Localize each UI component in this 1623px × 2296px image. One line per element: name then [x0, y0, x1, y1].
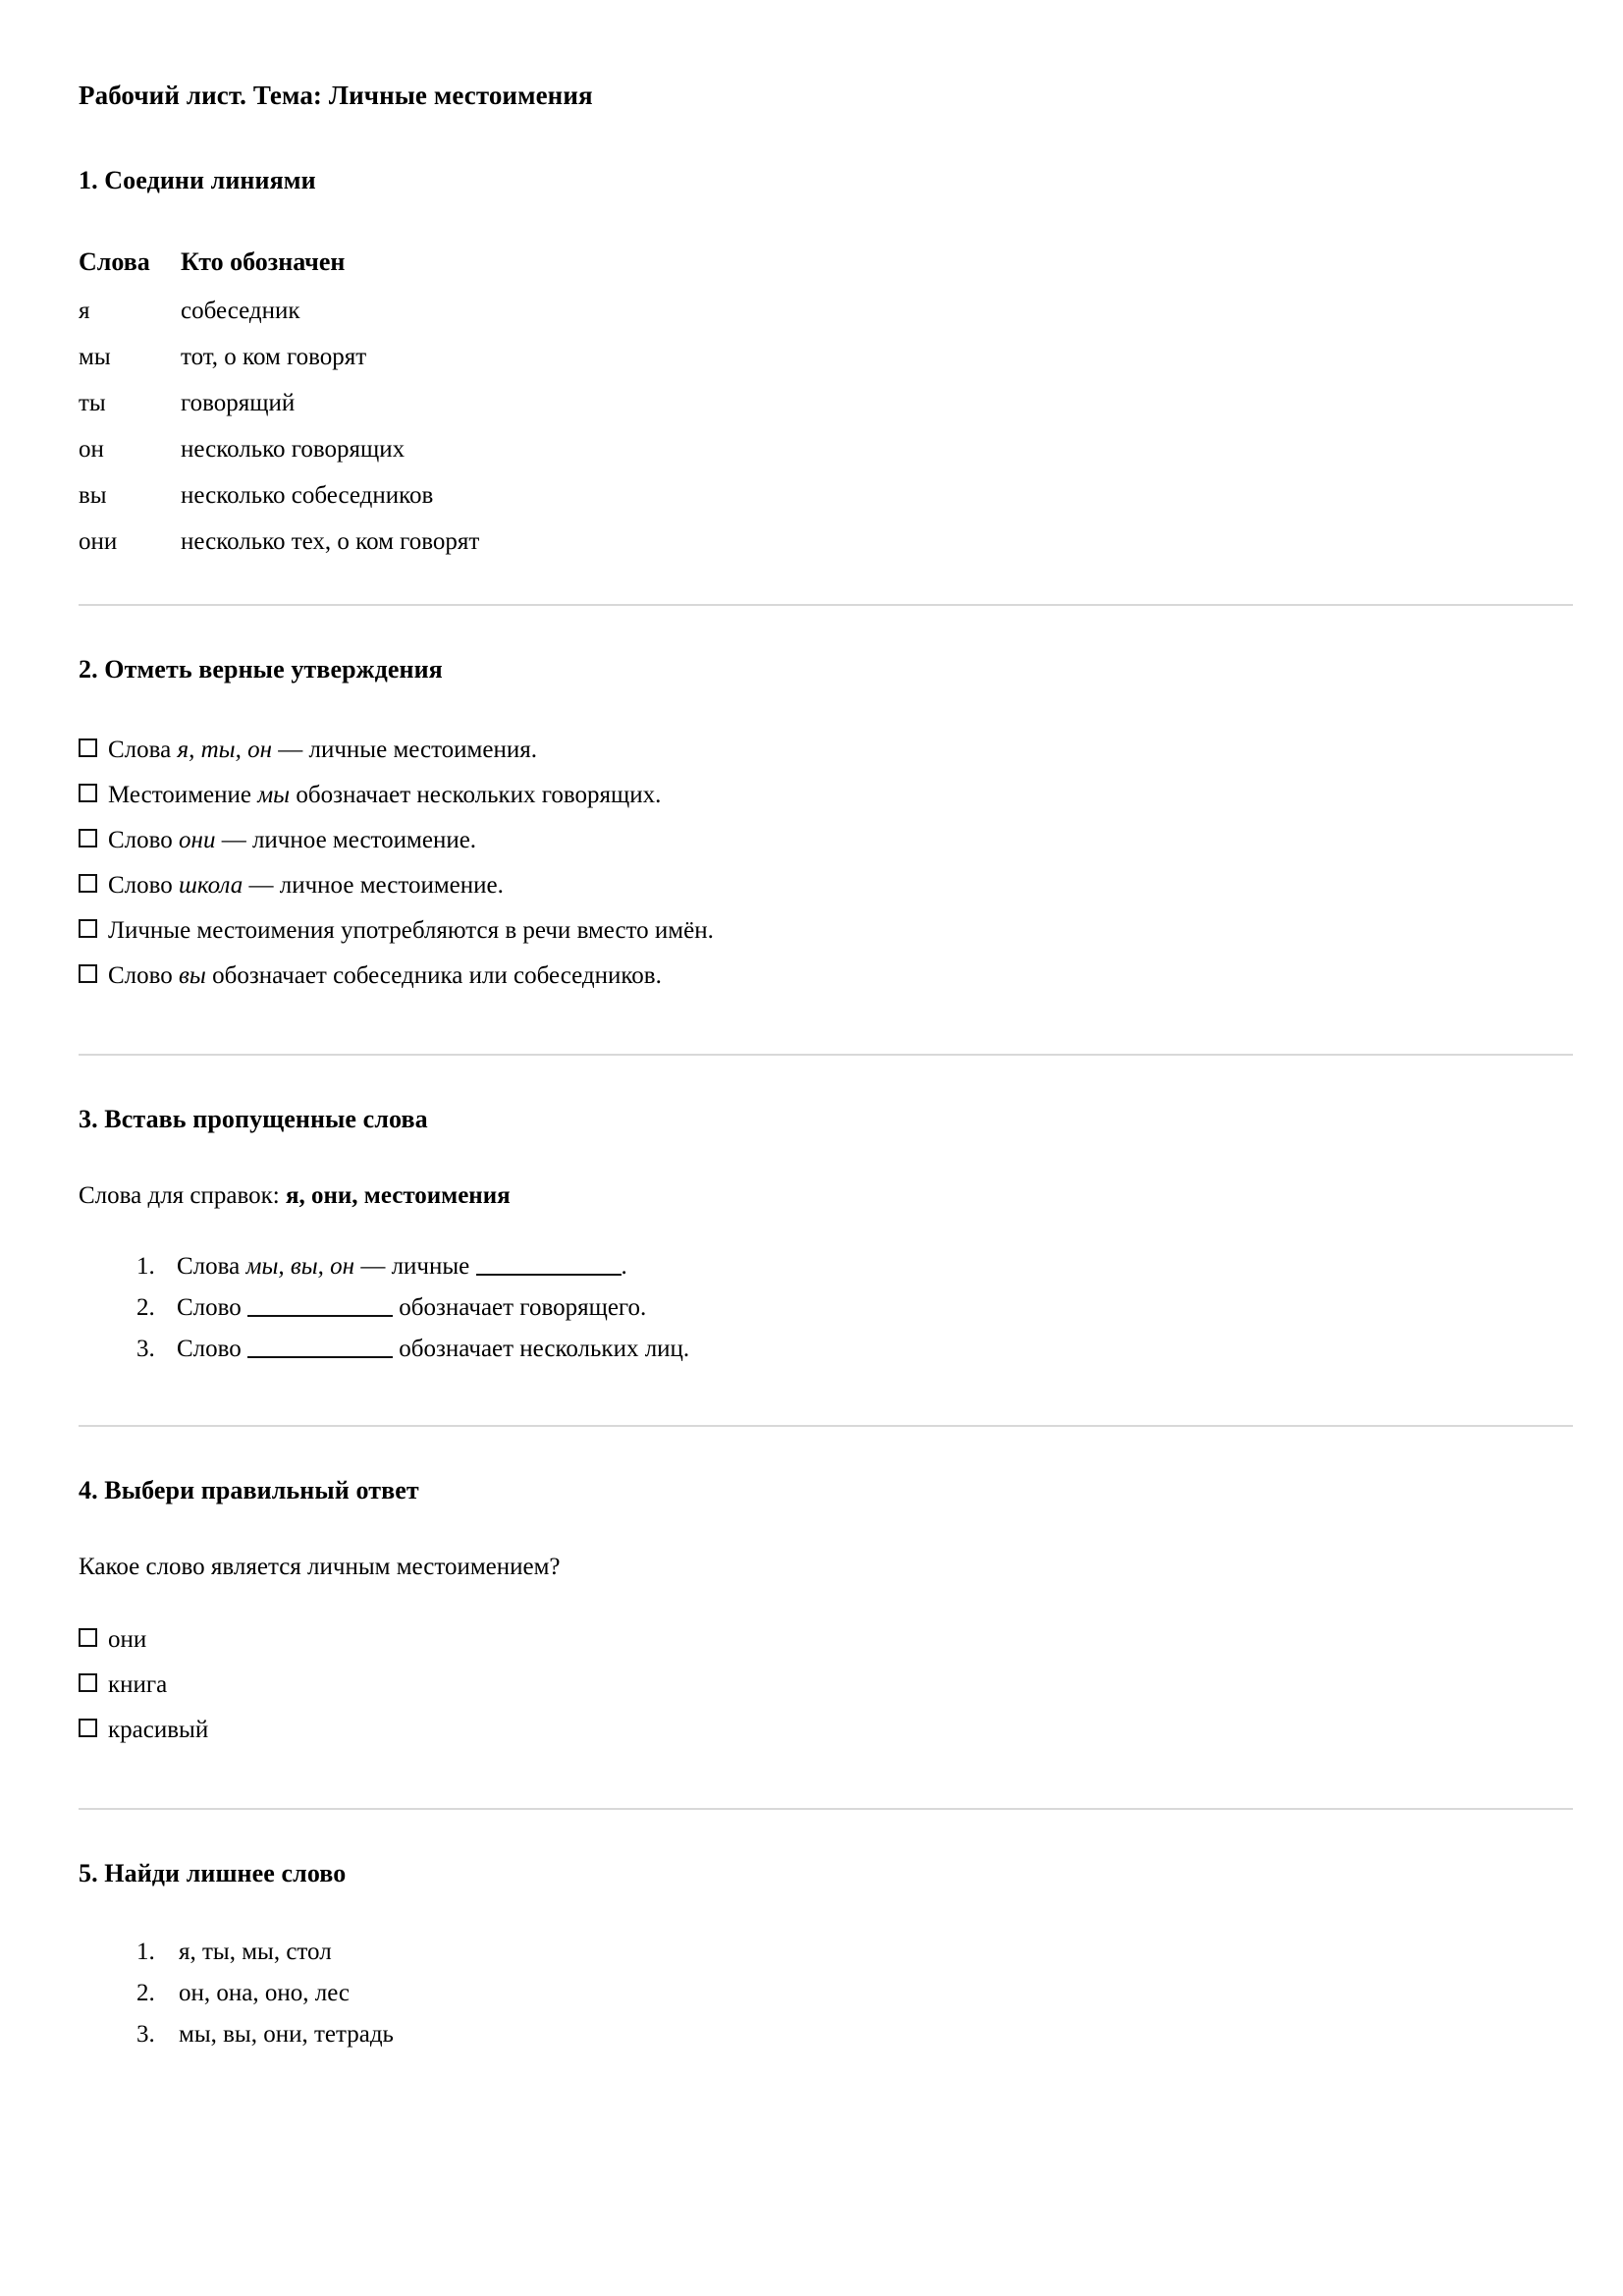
match-description[interactable]: тот, о ком говорят [181, 344, 367, 370]
statement-text-before: Местоимение [108, 782, 258, 808]
statement-text-before: Слово [108, 962, 180, 989]
match-word[interactable]: вы [79, 482, 107, 509]
checkbox-icon[interactable] [79, 874, 97, 893]
task3-heading: 3. Вставь пропущенные слова [79, 1105, 428, 1133]
reference-label: Слова для справок: [79, 1182, 286, 1209]
task4-heading: 4. Выбери правильный ответ [79, 1476, 419, 1504]
statement-text-before: Слова [108, 737, 178, 763]
table-header-row [79, 239, 770, 288]
task3-reference-words [79, 1177, 1572, 1215]
column-header-words: Слова [79, 247, 150, 276]
list-item[interactable] [161, 1246, 1572, 1287]
checkbox-icon[interactable] [79, 738, 97, 757]
list-item[interactable] [79, 728, 1572, 773]
statement-text-before: Слово [108, 872, 180, 899]
match-word[interactable]: мы [79, 344, 111, 370]
table-row[interactable] [79, 426, 770, 472]
option-label: книга [108, 1671, 168, 1698]
task5-item-list [79, 1932, 1572, 2055]
list-item[interactable]: 1. я, ты, мы, стол [161, 1932, 1572, 1973]
task3-item-list [79, 1246, 1572, 1370]
checkbox-icon[interactable] [79, 919, 97, 938]
list-item[interactable] [79, 818, 1572, 863]
task4-question: Какое слово является личным местоимением? [79, 1554, 561, 1580]
statement-text-after: — личное местоимение. [243, 872, 504, 899]
item-text-after: . [621, 1253, 627, 1280]
match-description[interactable]: несколько говорящих [181, 436, 406, 463]
item-text-after: обозначает говорящего. [393, 1294, 647, 1321]
list-item[interactable] [161, 1329, 1572, 1370]
column-header-who: Кто обозначен [181, 247, 346, 276]
task5-heading: 5. Найди лишнее слово [79, 1859, 347, 1887]
statement-text-after: — личное местоимение. [215, 827, 477, 853]
statement-text-before: Личные местоимения употребляются в речи вместо имён. [108, 917, 714, 944]
task2-statement-list [79, 728, 1572, 999]
statement-emphasis: я, ты, он [177, 737, 272, 763]
list-item[interactable] [79, 954, 1572, 999]
answer-blank[interactable] [476, 1252, 622, 1276]
match-description[interactable]: несколько тех, о ком говорят [181, 528, 480, 555]
reference-words: я, они, местоимения [285, 1182, 511, 1209]
list-item[interactable] [79, 908, 1572, 954]
item-text-before: Слова [177, 1253, 246, 1280]
task2-heading: 2. Отметь верные утверждения [79, 655, 443, 683]
match-word[interactable]: они [79, 528, 118, 555]
item-text-before: Слово [177, 1294, 248, 1321]
task4-option-list [79, 1617, 1572, 1753]
statement-emphasis: мы [257, 782, 291, 808]
match-description[interactable]: собеседник [181, 298, 300, 324]
list-item[interactable]: 3. мы, вы, они, тетрадь [161, 2014, 1572, 2055]
item-text-after: обозначает нескольких лиц. [393, 1336, 690, 1362]
match-description[interactable]: несколько собеседников [181, 482, 434, 509]
statement-text-after: — личные местоимения. [272, 737, 537, 763]
match-description[interactable]: говорящий [181, 390, 296, 416]
list-item[interactable] [79, 1708, 1572, 1753]
checkbox-icon[interactable] [79, 1628, 97, 1647]
checkbox-icon[interactable] [79, 964, 97, 983]
task1-heading: 1. Соедини линиями [79, 166, 316, 194]
table-row[interactable] [79, 334, 770, 380]
checkbox-icon[interactable] [79, 1719, 97, 1737]
statement-text-before: Слово [108, 827, 180, 853]
list-item[interactable] [79, 1617, 1572, 1663]
statement-text-after: обозначает нескольких говорящих. [290, 782, 662, 808]
item-emphasis: мы, вы, он [245, 1253, 355, 1280]
table-row[interactable] [79, 472, 770, 519]
page-title: Рабочий лист. Тема: Личные местоимения [79, 81, 593, 110]
statement-emphasis: они [179, 827, 216, 853]
statement-text-after: обозначает собеседника или собеседников. [205, 962, 662, 989]
statement-emphasis: вы [179, 962, 206, 989]
table-row[interactable] [79, 288, 770, 334]
answer-blank[interactable] [247, 1293, 393, 1317]
list-item[interactable]: 2. он, она, оно, лес [161, 1973, 1572, 2014]
option-label: они [108, 1626, 147, 1653]
table-row[interactable] [79, 380, 770, 426]
answer-blank[interactable] [247, 1335, 393, 1358]
match-word[interactable]: я [79, 298, 90, 324]
statement-emphasis: школа [179, 872, 243, 899]
match-word[interactable]: он [79, 436, 104, 463]
match-word[interactable]: ты [79, 390, 106, 416]
list-item[interactable] [79, 1663, 1572, 1708]
list-item[interactable] [79, 863, 1572, 908]
list-item[interactable] [79, 773, 1572, 818]
table-row[interactable] [79, 519, 770, 565]
checkbox-icon[interactable] [79, 784, 97, 802]
checkbox-icon[interactable] [79, 829, 97, 847]
item-text-before: Слово [177, 1336, 248, 1362]
checkbox-icon[interactable] [79, 1673, 97, 1692]
item-text-mid: — личные [354, 1253, 476, 1280]
match-table [79, 239, 770, 565]
option-label: красивый [108, 1717, 209, 1743]
list-item[interactable] [161, 1287, 1572, 1329]
